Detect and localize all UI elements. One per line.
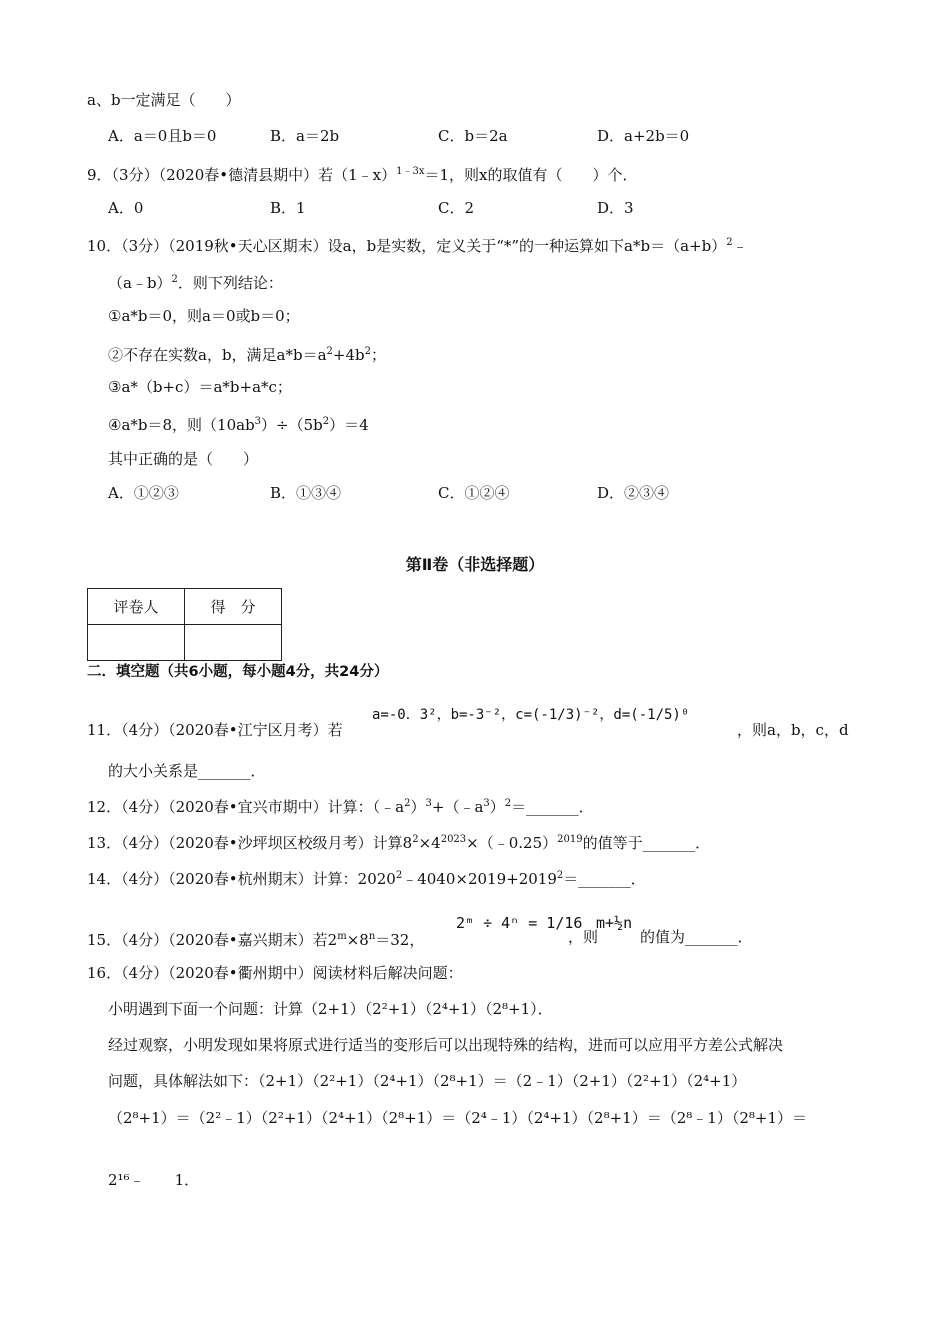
score-table bbox=[87, 588, 282, 661]
q8-option-d: D．a+2b＝0 bbox=[597, 127, 690, 145]
q16-line6: 2¹⁶﹣ 1． bbox=[108, 1171, 200, 1189]
q16-line5: （2⁸+1）＝（2²﹣1）（2²+1）（2⁴+1）（2⁸+1）＝（2⁴﹣1）（2⁴+1）（2⁸+1）＝（2⁸﹣1）（2⁸+1）＝ bbox=[108, 1109, 807, 1127]
score-table-header-grader: 评卷人 bbox=[88, 589, 185, 625]
q15-end: 的值为_______． bbox=[640, 928, 753, 946]
q11-line2: 的大小关系是_______． bbox=[108, 762, 266, 780]
q13-stem: 13．（4分）（2020春•沙坪坝区校级月考）计算$8^2\times 4^{2023}\times(﹣0.25)^{2019}$的值等于_______． bbox=[87, 834, 711, 852]
section2-heading: 二．填空题（共6小题，每小题4分，共24分） bbox=[87, 664, 389, 680]
q16-line3: 经过观察，小明发现如果将原式进行适当的变形后可以出现特殊的结构，进而可以应用平方差公式解决 bbox=[108, 1036, 784, 1054]
q12-stem: 12．（4分）（2020春•宜兴市期中）计算：$(﹣a^2)^3+(﹣a^3)^2=\_\_\_\_\_\_\_$． bbox=[87, 798, 594, 816]
q14-stem: 14．（4分）（2020春•杭州期末）计算：$2020^2﹣4040\times 2019+2019^2=\_\_\_\_\_\_\_$． bbox=[87, 870, 646, 888]
q10-option-d: D．②③④ bbox=[597, 484, 670, 502]
score-table-grader-cell[interactable] bbox=[88, 625, 185, 661]
q8-option-a: A．a＝0且b＝0 bbox=[108, 127, 217, 145]
q10-stem-line1: 10．（3分）（2019秋•天心区期末）设a，b是实数，定义关于“*”的一种运算如下$a*b=(a+b)^2﹣$ bbox=[87, 237, 748, 255]
score-table-score-cell[interactable] bbox=[185, 625, 282, 661]
q9-option-a: A．0 bbox=[108, 199, 144, 217]
q15-formula-division: 2ᵐ ÷ 4ⁿ = 1/16 bbox=[456, 914, 583, 932]
q15-formula-target: m+½n bbox=[596, 914, 633, 932]
part2-title: 第Ⅱ卷（非选择题） bbox=[405, 555, 545, 574]
q8-option-b: B．a＝2b bbox=[270, 127, 340, 145]
q9-option-b: B．1 bbox=[270, 199, 306, 217]
q15-stem: 15．（4分）（2020春•嘉兴期末）若$2^m\times 8^n=32$， bbox=[87, 931, 425, 949]
q9-option-d: D．3 bbox=[597, 199, 634, 217]
q8-option-c: C．b＝2a bbox=[438, 127, 508, 145]
q10-ask: 其中正确的是（ ） bbox=[108, 450, 259, 468]
q11-suffix: ，则a，b，c，d bbox=[737, 721, 849, 739]
q10-option-a: A．①②③ bbox=[108, 484, 179, 502]
q10-claim-2: ②不存在实数a，b，满足$a*b=a^2+4b^2$； bbox=[108, 346, 387, 364]
q9-stem: 9．（3分）（2020春•德清县期中）若（1﹣x）$^{1﹣3x}$＝1，则x的取值有（ ）个． bbox=[87, 166, 638, 184]
q10-stem-line2: （a﹣b）$^2$．则下列结论： bbox=[108, 274, 283, 292]
q10-claim-4: ④a*b＝8，则$(10ab^3)\div(5b^2)=4$ bbox=[108, 416, 369, 434]
score-table-header-score: 得 分 bbox=[185, 589, 282, 625]
q11-formula: a=-0．3²，b=-3⁻²，c=(-1/3)⁻²，d=(-1/5)⁰ bbox=[372, 707, 690, 723]
q10-option-c: C．①②④ bbox=[438, 484, 510, 502]
q15-then: ，则 bbox=[568, 928, 599, 946]
q9-option-c: C．2 bbox=[438, 199, 475, 217]
q16-line1: 16．（4分）（2020春•衢州期中）阅读材料后解决问题： bbox=[87, 964, 463, 982]
q10-option-b: B．①③④ bbox=[270, 484, 342, 502]
q8-stem: a、b一定满足（ ） bbox=[87, 91, 241, 109]
q10-claim-3: ③a*（b+c）＝a*b+a*c； bbox=[108, 378, 292, 396]
q10-claim-1: ①a*b＝0，则a＝0或b＝0； bbox=[108, 307, 300, 325]
q16-line4: 问题，具体解法如下：（2+1）（2²+1）（2⁴+1）（2⁸+1）＝（2﹣1）（2+1）（2²+1）（2⁴+1） bbox=[108, 1072, 747, 1090]
q16-line2: 小明遇到下面一个问题：计算（2+1）（2²+1）（2⁴+1）（2⁸+1）． bbox=[108, 1000, 553, 1018]
q11-prefix: 11．（4分）（2020春•江宁区月考）若 bbox=[87, 721, 343, 739]
